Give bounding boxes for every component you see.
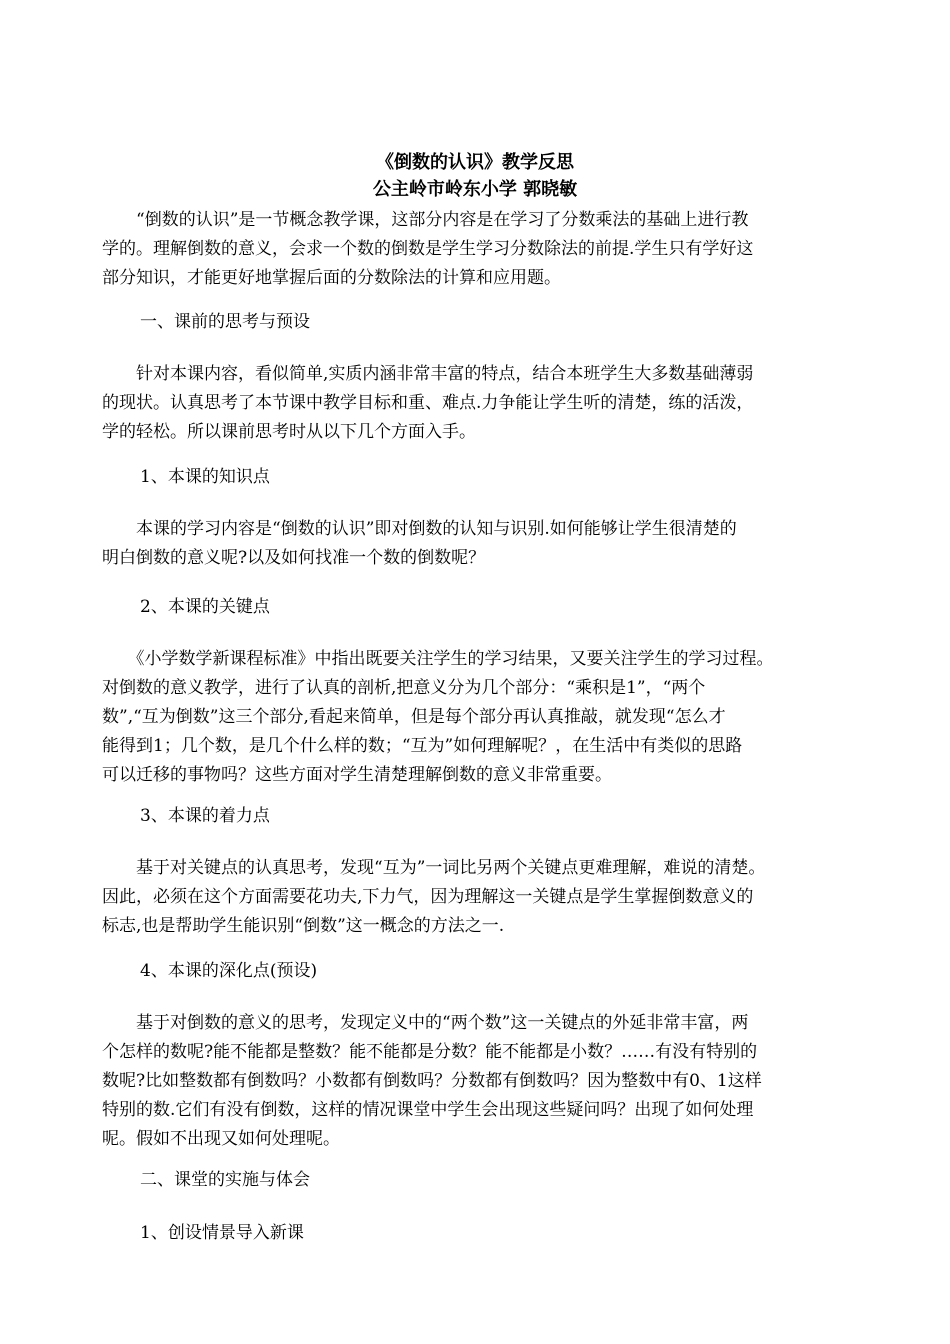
point2-line: 《小学数学新课程标准》中指出既要关注学生的学习结果，又要关注学生的学习过程。 [102,649,774,669]
intro-paragraph [102,206,862,293]
point2-paragraph [102,645,862,790]
point3-paragraph [102,854,862,941]
point2-line: 数”,“互为倒数”这三个部分,看起来简单，但是每个部分再认真推敲，就发现“怎么才 [102,707,726,727]
section2-point1-heading: 1、创设情景导入新课 [140,1223,304,1243]
section1-heading: 一、课前的思考与预设 [140,312,310,332]
point2-heading: 2、本课的关键点 [140,597,270,617]
point3-line: 标志,也是帮助学生能识别“倒数”这一概念的方法之一. [102,916,505,936]
section1-line: 学的轻松。所以课前思考时从以下几个方面入手。 [102,422,476,442]
point4-line: 数呢?比如整数都有倒数吗？小数都有倒数吗？分数都有倒数吗？因为整数中有0、1这样 [102,1071,762,1091]
point1-line: 本课的学习内容是“倒数的认识”即对倒数的认知与识别.如何能够让学生很清楚的 [102,519,737,539]
section1-line: 的现状。认真思考了本节课中教学目标和重、难点.力争能让学生听的清楚，练的活泼， [102,393,754,413]
section2-heading: 二、课堂的实施与体会 [140,1170,310,1190]
section1-paragraph [102,360,862,447]
point3-line: 因此，必须在这个方面需要花功夫,下力气，因为理解这一关键点是学生掌握倒数意义的 [102,887,754,907]
point3-line: 基于对关键点的认真思考，发现“互为”一词比另两个关键点更难理解，难说的清楚。 [102,858,766,878]
intro-line: 学的。理解倒数的意义，会求一个数的倒数是学生学习分数除法的前提.学生只有学好这 [102,239,754,259]
point3-heading: 3、本课的着力点 [140,806,270,826]
document-author: 公主岭市岭东小学 郭晓敏 [372,179,578,200]
section1-line: 针对本课内容，看似简单,实质内涵非常丰富的特点，结合本班学生大多数基础薄弱 [102,364,754,384]
point2-line: 能得到1；几个数，是几个什么样的数；“互为”如何理解呢？，在生活中有类似的思路 [102,736,743,756]
point4-paragraph [102,1009,862,1154]
point1-paragraph [102,515,862,573]
point4-line: 个怎样的数呢?能不能都是整数？能不能都是分数？能不能都是小数？……有没有特别的 [102,1042,758,1062]
point4-line: 基于对倒数的意义的思考，发现定义中的“两个数”这一关键点的外延非常丰富，两 [102,1013,749,1033]
point1-line: 明白倒数的意义呢?以及如何找准一个数的倒数呢？ [102,548,486,568]
point4-line: 特别的数.它们有没有倒数，这样的情况课堂中学生会出现这些疑问吗？出现了如何处理 [102,1100,754,1120]
point4-heading: 4、本课的深化点(预设) [140,961,318,981]
point2-line: 对倒数的意义教学，进行了认真的剖析,把意义分为几个部分：“乘积是1”，“两个 [102,678,706,698]
intro-line: “倒数的认识”是一节概念教学课，这部分内容是在学习了分数乘法的基础上进行教 [102,210,749,230]
point4-line: 呢。假如不出现又如何处理呢。 [102,1129,340,1149]
document-title: 《倒数的认识》教学反思 [376,152,574,173]
point1-heading: 1、本课的知识点 [140,467,270,487]
point2-line: 可以迁移的事物吗？这些方面对学生清楚理解倒数的意义非常重要。 [102,765,612,785]
intro-line: 部分知识，才能更好地掌握后面的分数除法的计算和应用题。 [102,268,561,288]
